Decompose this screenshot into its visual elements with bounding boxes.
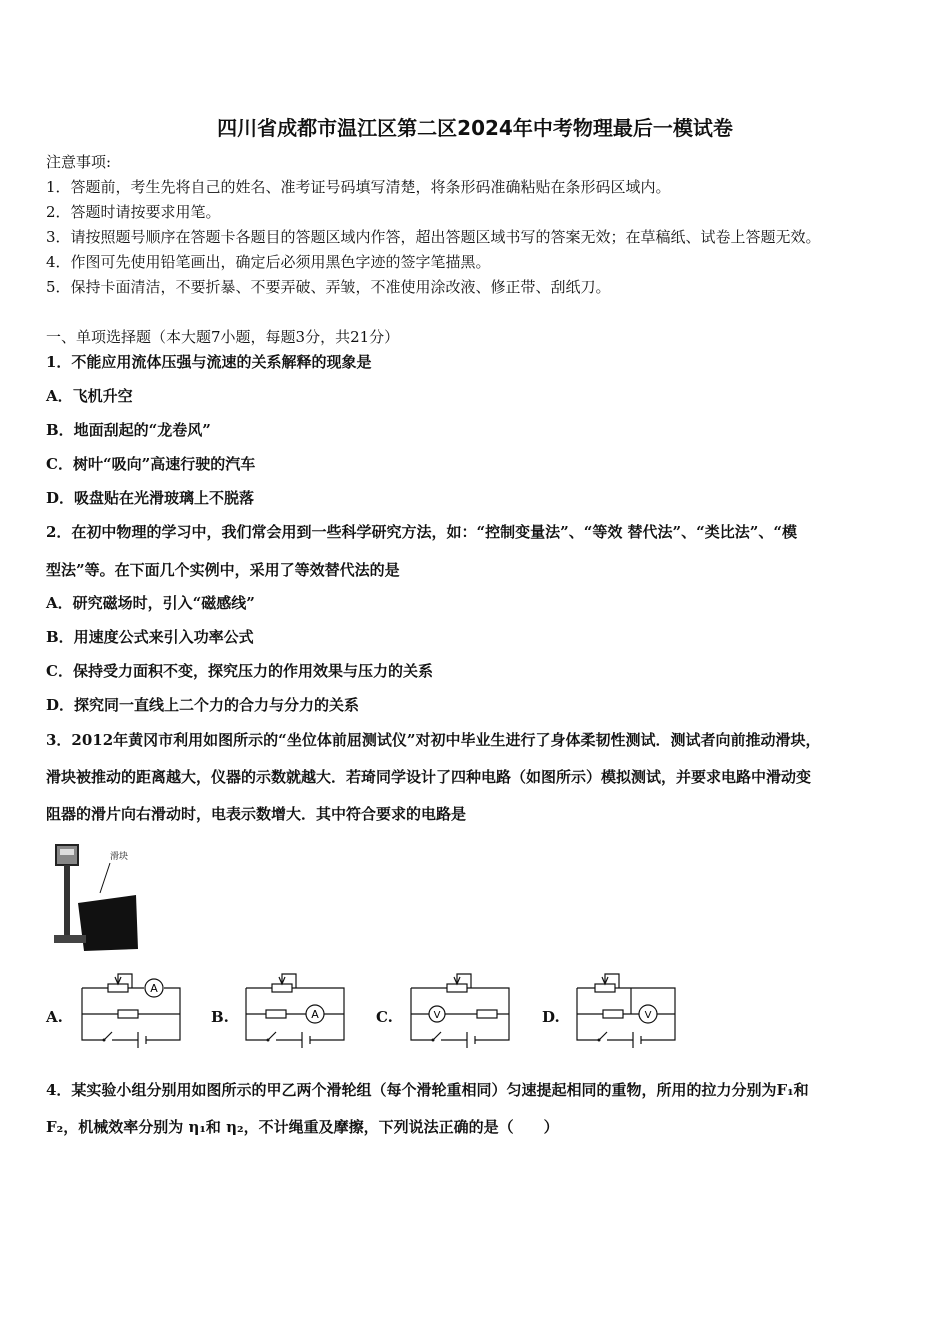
test-instrument-photo	[48, 843, 140, 953]
notice-item: 1．答题前，考生先将自己的姓名、准考证号码填写清楚，将条形码准确粘贴在条形码区域内。	[46, 178, 671, 196]
q1-option-a: A．飞机升空	[46, 387, 133, 405]
slider-label: 滑块	[110, 852, 129, 862]
notice-heading: 注意事项:	[46, 153, 112, 171]
voltmeter-symbol: V	[433, 1010, 441, 1021]
question-3-stem-cont: 阻器的滑片向右滑动时，电表示数增大．其中符合要求的电路是	[46, 805, 467, 823]
notice-item: 4．作图可先使用铅笔画出，确定后必须用黑色字迹的签字笔描黑。	[46, 253, 491, 271]
question-3-stem-cont: 滑块被推动的距离越大，仪器的示数就越大．若琦同学设计了四种电路（如图所示）模拟测试，并要求电路中滑动变	[46, 768, 812, 786]
notice-item: 5．保持卡面清洁，不要折暴、不要弄破、弄皱，不准使用涂改液、修正带、刮纸刀。	[46, 278, 611, 296]
circuit-diagram-a	[78, 968, 184, 1058]
question-4-stem-cont: F₂，机械效率分别为 η₁和 η₂，不计绳重及摩擦，下列说法正确的是（ ）	[46, 1118, 559, 1136]
q1-option-d: D．吸盘贴在光滑玻璃上不脱落	[46, 489, 255, 507]
q2-option-b: B．用速度公式来引入功率公式	[46, 628, 254, 646]
q3-option-a-label: A.	[46, 1008, 63, 1026]
circuit-diagram-d	[573, 968, 679, 1058]
circuit-diagram-b	[242, 968, 348, 1058]
circuit-diagram-c	[407, 968, 513, 1058]
ammeter-symbol: A	[150, 982, 158, 995]
q2-option-d: D．探究同一直线上二个力的合力与分力的关系	[46, 696, 360, 714]
page-title: 四川省成都市温江区第二区2024年中考物理最后一模试卷	[217, 116, 733, 140]
question-2-stem-cont: 型法”等。在下面几个实例中，采用了等效替代法的是	[46, 561, 400, 579]
question-1-stem: 1．不能应用流体压强与流速的关系解释的现象是	[46, 353, 372, 371]
q3-option-c-label: C.	[376, 1008, 393, 1026]
q1-option-c: C．树叶“吸向”高速行驶的汽车	[46, 455, 256, 473]
q2-option-a: A．研究磁场时，引入“磁感线”	[46, 594, 255, 612]
q1-option-b: B．地面刮起的“龙卷风”	[46, 421, 211, 439]
q3-option-b-label: B.	[211, 1008, 229, 1026]
voltmeter-symbol: V	[644, 1010, 652, 1021]
q3-option-d-label: D.	[542, 1008, 560, 1026]
notice-item: 3．请按照题号顺序在答题卡各题目的答题区域内作答，超出答题区域书写的答案无效；在草稿纸、试卷上答题无效。	[46, 228, 821, 246]
section-heading: 一、单项选择题（本大题7小题，每题3分，共21分）	[46, 328, 400, 346]
ammeter-symbol: A	[311, 1008, 319, 1021]
q2-option-c: C．保持受力面积不变，探究压力的作用效果与压力的关系	[46, 662, 433, 680]
notice-item: 2．答题时请按要求用笔。	[46, 203, 221, 221]
question-4-stem: 4．某实验小组分别用如图所示的甲乙两个滑轮组（每个滑轮重相同）匀速提起相同的重物，所用的拉力分别为F₁和	[46, 1081, 809, 1099]
question-3-stem: 3．2012年黄冈市利用如图所示的“坐位体前屈测试仪”对初中毕业生进行了身体柔韧性测试．测试者向前推动滑块，	[46, 731, 821, 749]
question-2-stem: 2．在初中物理的学习中，我们常会用到一些科学研究方法，如：“控制变量法”、“等效 替代法”、“类比法”、“模	[46, 523, 798, 541]
